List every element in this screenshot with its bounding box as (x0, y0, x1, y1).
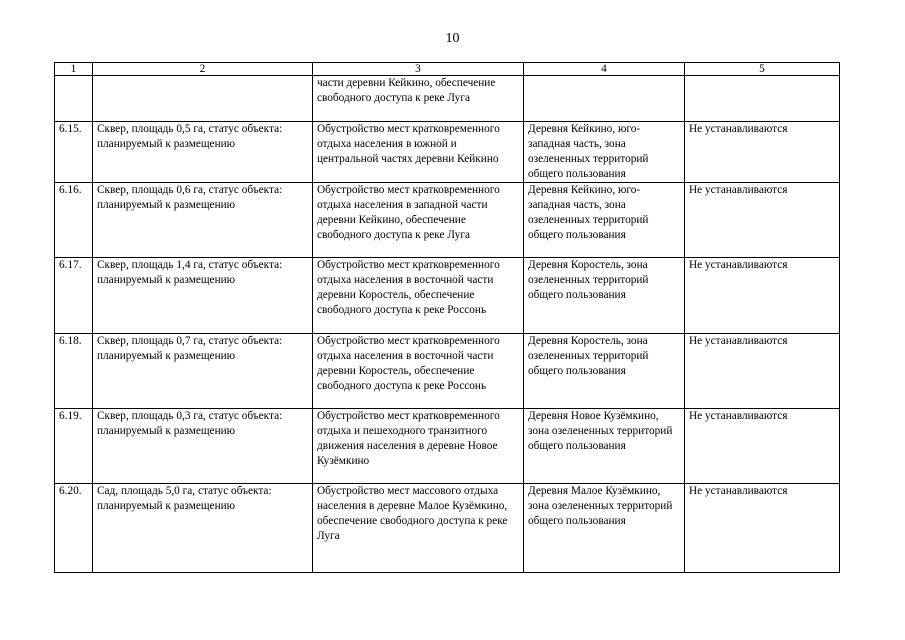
object-description: Сквер, площадь 0,3 га, статус объекта: планируемый к размещению (93, 409, 313, 484)
column-number: 2 (93, 63, 313, 76)
object-location: Деревня Малое Кузёмкино, зона озелененных территорий общего пользования (524, 484, 685, 573)
object-location: Деревня Коростель, зона озелененных территорий общего пользования (524, 334, 685, 409)
row-number: 6.17. (55, 258, 93, 334)
protection-zones: Не устанавливаются (685, 183, 840, 258)
object-description: Сквер, площадь 0,6 га, статус объекта: планируемый к размещению (93, 183, 313, 258)
row-number: 6.15. (55, 122, 93, 183)
object-purpose: Обустройство мест кратковременного отдыха населения в восточной части деревни Коростель, обеспечение свободного доступа к реке Россонь (313, 334, 524, 409)
table-row (55, 122, 840, 183)
object-purpose: Обустройство мест массового отдыха населения в деревне Малое Кузёмкино, обеспечение свободного доступа к реке Луга (313, 484, 524, 573)
object-description (93, 76, 313, 122)
column-number: 1 (55, 63, 93, 76)
column-number: 4 (524, 63, 685, 76)
object-location: Деревня Новое Кузёмкино, зона озелененных территорий общего пользования (524, 409, 685, 484)
row-number: 6.16. (55, 183, 93, 258)
row-number: 6.20. (55, 484, 93, 573)
object-purpose: Обустройство мест кратковременного отдыха и пешеходного транзитного движения населения в деревне Новое Кузёмкино (313, 409, 524, 484)
continuation-row (55, 76, 840, 122)
object-location: Деревня Кейкино, юго-западная часть, зона озелененных территорий общего пользования (524, 183, 685, 258)
object-location: Деревня Коростель, зона озелененных территорий общего пользования (524, 258, 685, 334)
object-description: Сквер, площадь 0,7 га, статус объекта: планируемый к размещению (93, 334, 313, 409)
object-description: Сквер, площадь 0,5 га, статус объекта: планируемый к размещению (93, 122, 313, 183)
page-number: 10 (445, 31, 460, 46)
object-location (524, 76, 685, 122)
object-description: Сад, площадь 5,0 га, статус объекта: планируемый к размещению (93, 484, 313, 573)
column-number: 5 (685, 63, 840, 76)
table-row (55, 334, 840, 409)
table-row (55, 258, 840, 334)
object-purpose: Обустройство мест кратковременного отдыха населения в восточной части деревни Коростель, обеспечение свободного доступа к реке Россонь (313, 258, 524, 334)
object-description: Сквер, площадь 1,4 га, статус объекта: планируемый к размещению (93, 258, 313, 334)
object-purpose: Обустройство мест кратковременного отдыха населения в южной и центральной частях деревни Кейкино (313, 122, 524, 183)
object-purpose: Обустройство мест кратковременного отдыха населения в западной части деревни Кейкино, обеспечение свободного доступа к реке Луга (313, 183, 524, 258)
object-purpose: части деревни Кейкино, обеспечение свободного доступа к реке Луга (313, 76, 524, 122)
protection-zones: Не устанавливаются (685, 122, 840, 183)
protection-zones: Не устанавливаются (685, 409, 840, 484)
row-number: 6.18. (55, 334, 93, 409)
table-row (55, 484, 840, 573)
row-number: 6.19. (55, 409, 93, 484)
protection-zones: Не устанавливаются (685, 258, 840, 334)
row-number (55, 76, 93, 122)
object-location: Деревня Кейкино, юго-западная часть, зона озелененных территорий общего пользования (524, 122, 685, 183)
table-row (55, 183, 840, 258)
column-number: 3 (313, 63, 524, 76)
objects-table (54, 62, 840, 573)
column-number-row (55, 63, 840, 76)
protection-zones (685, 76, 840, 122)
protection-zones: Не устанавливаются (685, 334, 840, 409)
protection-zones: Не устанавливаются (685, 484, 840, 573)
table-row (55, 409, 840, 484)
